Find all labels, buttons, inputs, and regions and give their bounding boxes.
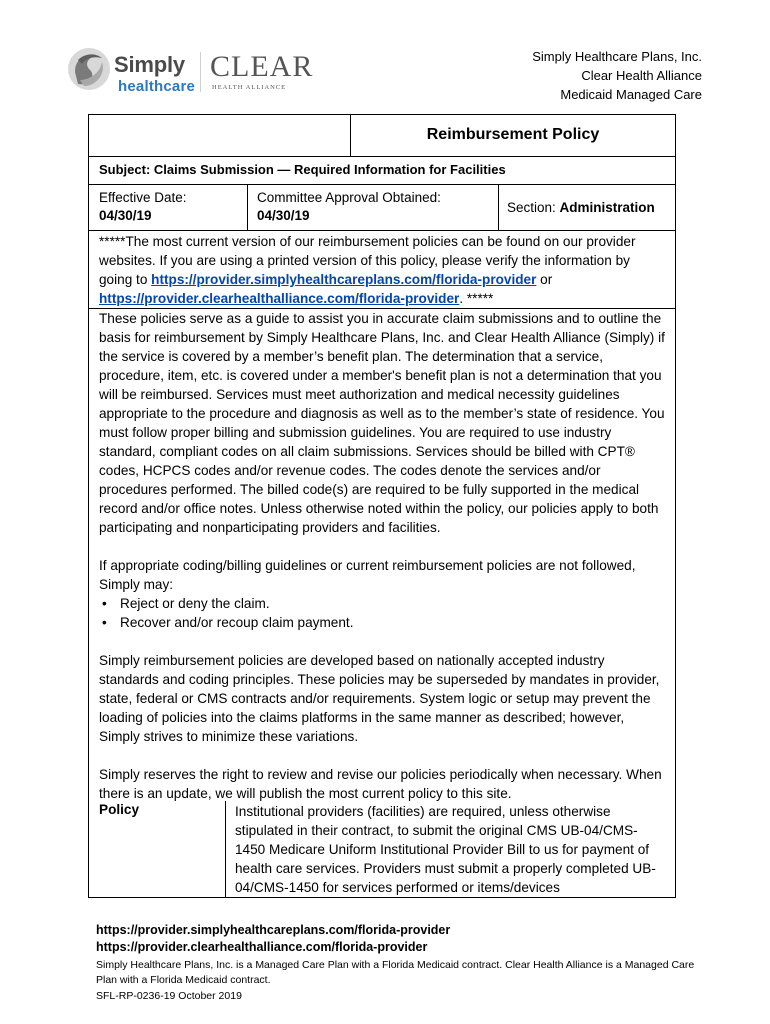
section-label: Section: [507,200,560,215]
body-text-block [99,309,665,803]
clear-logo-text: CLEAR [210,50,314,83]
notice-text-mid: or [536,272,553,287]
page-title: Reimbursement Policy [426,126,600,143]
policy-label: Policy [99,802,140,817]
company-logos [66,44,326,100]
committee-approval-label: Committee Approval Obtained: [257,190,441,205]
notice-text-prefix: *****The most current version of our reimbursement policies can be found on our provider websites. If you are using a printed version of this policy, please verify the information by going to [99,234,636,287]
policy-row [89,801,675,897]
clear-provider-link[interactable]: https://provider.clearhealthalliance.com/florida-provider [99,291,460,306]
footer-document-code: SFL-RP-0236-19 October 2019 [96,990,242,1002]
paragraph-purpose: These policies serve as a guide to assist you in accurate claim submissions and to outline the basis for reimbursement by Simply Healthcare Plans, Inc. and Clear Health Alliance (Simply) if the service is covered by a member’s benefit plan. The determination that a service, procedure, item, etc. is covered under a member's benefit plan is not a determination that you will be reimbursed. Services must meet authorization and medical necessity guidelines appropriate to the procedure and diagnosis as well as to the member’s state of residence. You must follow proper billing and submission guidelines. You are required to use industry standard, compliant codes on all claim submissions. Services should be billed with CPT® codes, HCPCS codes and/or revenue codes. The codes denote the services and/or procedures performed. The billed code(s) are required to be fully supported in the medical record and/or office notes. Unless otherwise noted within the policy, our policies apply to both participating and nonparticipating providers and facilities. [99,311,665,535]
policy-divider [225,801,226,897]
policy-document [88,114,676,898]
subject-row [89,157,675,185]
notice-text-suffix: . ***** [459,291,494,306]
list-item: • Reject or deny the claim. [99,594,665,613]
section-value: Administration [559,200,655,215]
clear-logo-subtext: HEALTH ALLIANCE [212,84,287,91]
simply-logo-text: Simply [114,52,185,77]
meta-divider-1 [247,185,248,230]
list-item: • Recover and/or recoup claim payment. [99,613,665,632]
paragraph-revisions: Simply reserves the right to review and revise our policies periodically when necessary. When there is an update, we will publish the most current policy to this site. [99,767,662,801]
section-cell [507,199,655,217]
notice-row [89,231,675,309]
paragraph-noncompliance: If appropriate coding/billing guidelines or current reimbursement policies are not followed, Simply may: [99,558,636,592]
simply-swirl-logo-icon [66,46,112,92]
committee-approval-cell [257,189,441,225]
footer-url-simply[interactable]: https://provider.simplyhealthcareplans.com/florida-provider [96,923,451,937]
meta-row [89,185,675,231]
header-line-company: Simply Healthcare Plans, Inc. [532,49,702,64]
organization-header [532,47,702,104]
page-footer [96,922,706,1004]
footer-url-clear[interactable]: https://provider.clearhealthalliance.com/florida-provider [96,940,428,954]
committee-approval-value: 04/30/19 [257,208,310,223]
meta-divider-2 [498,185,499,230]
policy-notice [99,232,665,308]
footer-contract-note: Simply Healthcare Plans, Inc. is a Managed Care Plan with a Florida Medicaid contract. Clear Health Alliance is a Managed Care Plan with a Florida Medicaid contract. [96,959,695,986]
simply-provider-link[interactable]: https://provider.simplyhealthcareplans.com/florida-provider [151,272,537,287]
header-line-alliance: Clear Health Alliance [581,68,702,83]
policy-text: Institutional providers (facilities) are required, unless otherwise stipulated in their contract, to submit the original CMS UB-04/CMS-1450 Medicare Uniform Institutional Provider Bill to us for payment of health care services. Providers must submit a properly completed UB-04/CMS-1450 for services performed or items/devices [235,804,656,895]
consequence-list [99,594,665,632]
healthcare-logo-text: healthcare [118,78,196,95]
paragraph-standards: Simply reimbursement policies are developed based on nationally accepted industry standards and coding principles. These policies may be superseded by mandates in provider, state, federal or CMS contracts and/or requirements. System logic or setup may prevent the loading of policies into the claims platforms in the same manner as described; however, Simply strives to minimize these variations. [99,653,660,744]
effective-date-label: Effective Date: [99,190,187,205]
effective-date-value: 04/30/19 [99,208,152,223]
subject-line: Subject: Claims Submission — Required Information for Facilities [99,162,506,177]
header-line-program: Medicaid Managed Care [560,87,702,102]
logo-divider [200,52,201,92]
title-row [89,115,675,157]
effective-date-cell [99,189,187,225]
